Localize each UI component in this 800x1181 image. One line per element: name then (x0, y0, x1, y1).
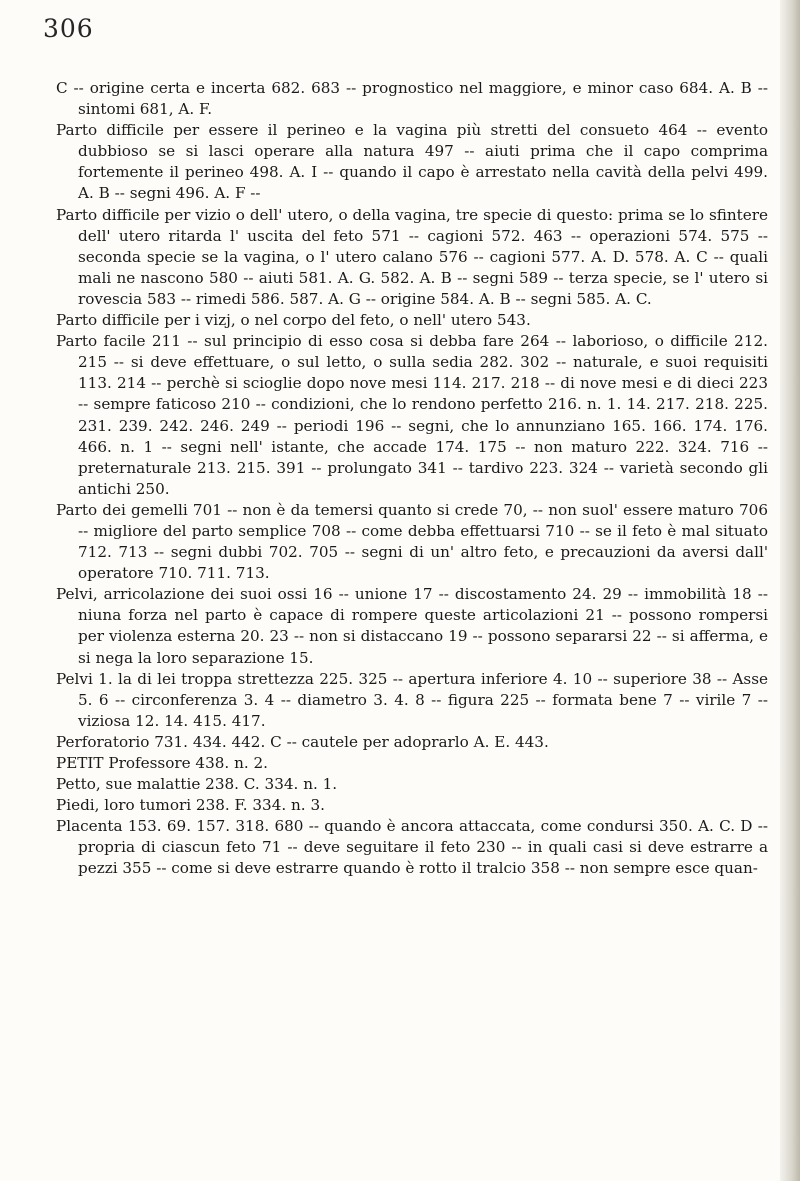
index-entry-petit: PETIT Professore 438. n. 2. (56, 754, 269, 772)
index-entry-parto-c: C -- origine certa e incerta 682. 683 -- prognostico nel maggiore, e minor caso 684. A. B -- sintomi 681, A. F. (56, 79, 768, 119)
index-entry-parto-difficile-perineo: Parto difficile per essere il perineo e la vagina più stretti del consueto 464 -- evento dubbioso se si lasci operare alla natura 497 -- aiuti prima che il capo comprima fortemente il perineo 498. A. I -- quando il capo è arrestato nella cavità della pelvi 499. A. B -- segni 496. A. F -- (56, 121, 768, 203)
index-entry-pelvi: Pelvi 1. la di lei troppa strettezza 225. 325 -- apertura inferiore 4. 10 -- superiore 38 -- Asse 5. 6 -- circonferenza 3. 4 -- diametro 3. 4. 8 -- figura 225 -- formata bene 7 -- virile 7 -- viziosa 12. 14. 415. 417. (56, 669, 768, 730)
index-entry-parto-difficile-vizj: Parto difficile per i vizj, o nel corpo del feto, o nell' utero 543. (56, 311, 531, 330)
index-entry-piedi: Piedi, loro tumori 238. F. 334. n. 3. (56, 796, 325, 815)
page-edge-shadow (780, 0, 800, 1181)
index-entry-petto: Petto, sue malattie 238. C. 334. n. 1. (56, 775, 338, 794)
index-entry-parto-gemelli: Parto dei gemelli 701 -- non è da temersi quanto si crede 70, -- non suol' essere maturo 706 -- migliore del parto semplice 708 -- come debba effettuarsi 710 -- se il feto è mal situato 712. 713 -- segni dubbi 702. 705 -- segni di un' altro feto, e precauzioni da aversi dall' operatore 710. 711. 713. (56, 500, 768, 583)
index-entry-pelvi-articolazione: Pelvi, arricolazione dei suoi ossi 16 -- unione 17 -- discostamento 24. 29 -- immobilità 18 -- niuna forza nel parto è capace di rompere queste articolazioni 21 -- possono rompersi per violenza esterna 20. 23 -- non si distaccano 19 -- possono separarsi 22 -- si afferma, e si nega la loro separazione 15. (56, 585, 768, 667)
page-number: 306 (43, 14, 94, 43)
index-entries (56, 78, 768, 880)
index-entry-parto-facile: Parto facile 211 -- sul principio di esso cosa si debba fare 264 -- laborioso, o difficile 212. 215 -- si deve effettuare, o sul letto, o sulla sedia 282. 302 -- naturale, e suoi requisiti 113. 214 -- perchè si scioglie dopo nove mesi 114. 217. 218 -- di nove mesi e di dieci 223 -- sempre faticoso 210 -- condizioni, che lo rendono perfetto 216. n. 1. 14. 217. 218. 225. 231. 239. 242. 246. 249 -- periodi 196 -- segni, che lo annunziano 165. 166. 174. 176. 466. n. 1 -- segni nell' istante, che accade 174. 175 -- non maturo 222. 324. 716 -- preternaturale 213. 215. 391 -- prolungato 341 -- tardivo 223. 324 -- varietà secondo gli antichi 250. (56, 332, 768, 498)
index-entry-placenta: Placenta 153. 69. 157. 318. 680 -- quando è ancora attaccata, come condursi 350. A. C. D -- propria di ciascun feto 71 -- deve seguitare il feto 230 -- in quali casi si deve estrarre a pezzi 355 -- come si deve estrarre quando è rotto il tralcio 358 -- non sempre esce quan- (56, 817, 768, 878)
index-entry-parto-difficile-utero: Parto difficile per vizio o dell' utero, o della vagina, tre specie di questo: prima se lo sfintere dell' utero ritarda l' uscita del feto 571 -- cagioni 572. 463 -- operazioni 574. 575 -- seconda specie se la vagina, o l' utero calano 576 -- cagioni 577. A. D. 578. A. C -- quali mali ne nascono 580 -- aiuti 581. A. G. 582. A. B -- segni 589 -- terza specie, se l' utero si rovescia 583 -- rimedi 586. 587. A. G -- origine 584. A. B -- segni 585. A. C. (56, 205, 768, 308)
index-entry-perforatorio: Perforatorio 731. 434. 442. C -- cautele per adoprarlo A. E. 443. (56, 732, 549, 751)
